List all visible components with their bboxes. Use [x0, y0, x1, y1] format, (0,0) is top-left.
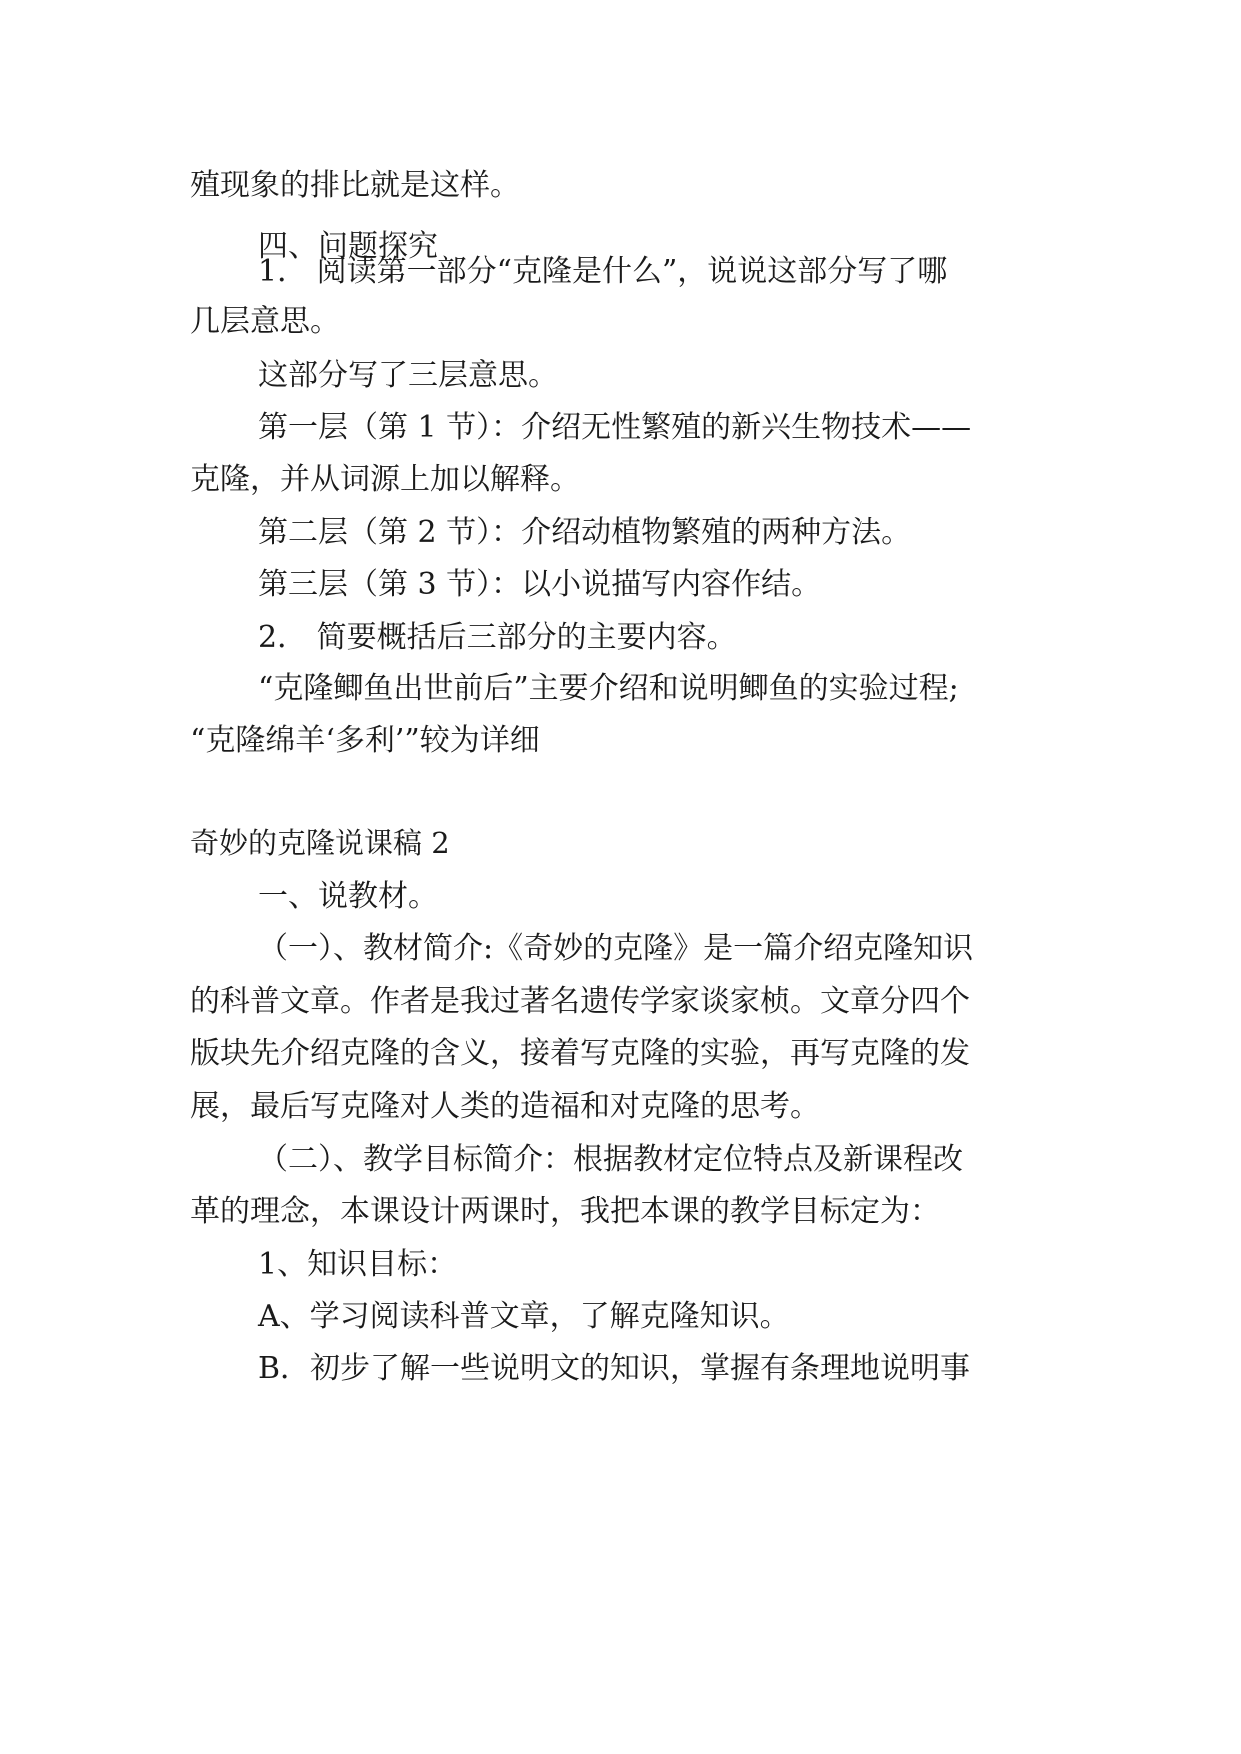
- text-line: 几层意思。: [190, 304, 340, 339]
- section-heading: 一、说教材。: [258, 879, 438, 914]
- text-line: 的科普文章。作者是我过著名遗传学家谈家桢。文章分四个: [190, 984, 970, 1019]
- document-title: 奇妙的克隆说课稿 2: [190, 826, 450, 860]
- text-line: 这部分写了三层意思。: [258, 358, 558, 393]
- text-line: 殖现象的排比就是这样。: [190, 168, 520, 203]
- text-line: 第三层（第 3 节）：以小说描写内容作结。: [258, 567, 822, 602]
- text-line: “克隆鲫鱼出世前后”主要介绍和说明鲫鱼的实验过程;: [258, 671, 959, 706]
- text-line: 1． 阅读第一部分“克隆是什么”，说说这部分写了哪: [258, 254, 948, 289]
- text-line: （二）、教学目标简介：根据教材定位特点及新课程改: [258, 1142, 963, 1177]
- text-line: 1、知识目标：: [258, 1247, 458, 1282]
- text-line: A、学习阅读科普文章，了解克隆知识。: [258, 1299, 790, 1334]
- text-line: 克隆，并从词源上加以解释。: [190, 462, 580, 497]
- text-line: （一）、教材简介:《奇妙的克隆》是一篇介绍克隆知识: [258, 931, 974, 966]
- text-line: “克隆绵羊‘多利’”较为详细: [190, 723, 540, 758]
- section-heading: 四、问题探究: [258, 229, 438, 264]
- text-line: 第一层（第 1 节）：介绍无性繁殖的新兴生物技术——: [258, 410, 972, 445]
- text-line: B．初步了解一些说明文的知识，掌握有条理地说明事: [258, 1351, 971, 1386]
- text-line: 革的理念，本课设计两课时，我把本课的教学目标定为：: [190, 1194, 940, 1229]
- text-line: 第二层（第 2 节）：介绍动植物繁殖的两种方法。: [258, 515, 912, 550]
- text-line: 版块先介绍克隆的含义，接着写克隆的实验，再写克隆的发: [190, 1036, 970, 1071]
- text-line: 2． 简要概括后三部分的主要内容。: [258, 620, 737, 655]
- text-line: 展，最后写克隆对人类的造福和对克隆的思考。: [190, 1089, 820, 1124]
